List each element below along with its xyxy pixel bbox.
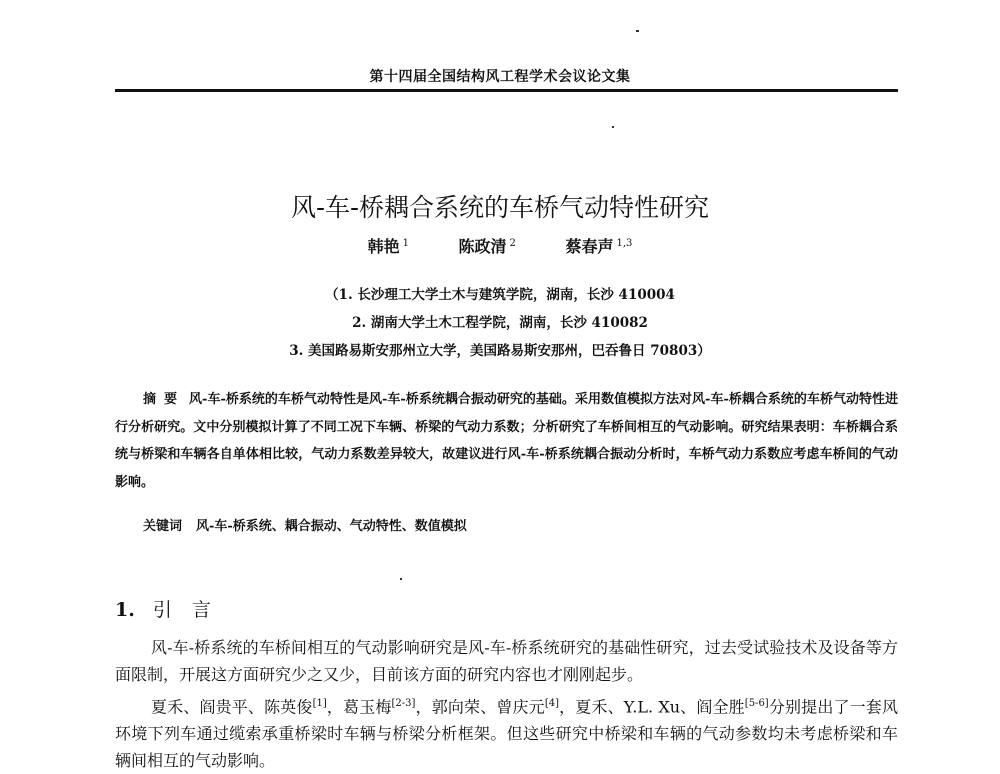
abstract	[115, 386, 898, 496]
paragraph-text: ，葛玉梅	[326, 697, 392, 717]
section-title: 引言	[152, 599, 231, 621]
body-paragraph: 风-车-桥系统的车桥间相互的气动影响研究是风-车-桥系统研究的基础性研究，过去受试验技术及设备等方面限制，开展这方面研究少之又少，目前该方面的研究内容也才刚刚起步。	[115, 638, 898, 684]
keywords-label: 关键词	[143, 519, 183, 534]
author-list	[0, 234, 1000, 257]
author-affiliation-mark: 1,3	[616, 237, 633, 249]
author	[459, 234, 516, 257]
scan-speck	[612, 126, 614, 128]
paragraph-text: ，夏禾、Y.L. Xu、阎全胜	[559, 697, 745, 717]
author-name: 蔡春声	[565, 237, 614, 256]
affiliation: 2. 湖南大学土木工程学院，湖南，长沙 410082	[352, 315, 648, 331]
author-name: 陈政清	[458, 237, 507, 256]
abstract-label: 摘要	[143, 392, 186, 407]
paragraph-text: ，郭向荣、曾庆元	[415, 697, 545, 717]
paragraph-text: 夏禾、阎贵平、陈英俊	[151, 697, 313, 717]
author-affiliation-mark: 2	[509, 237, 516, 249]
abstract-text: 风-车-桥系统的车桥气动特性是风-车-桥系统耦合振动研究的基础。采用数值模拟方法对风-车-桥耦合系统的车桥气动特性进行分析研究。文中分别模拟计算了不同工况下车辆、桥梁的气动力系数；分析研究了车桥间相互的气动影响。研究结果表明：车桥耦合系统与桥梁和车辆各自单体相比较，气动力系数差异较大，故建议进行风-车-桥系统耦合振动分析时，车桥气动力系数应考虑车桥间的气动影响。	[115, 392, 898, 490]
affiliation: （1. 长沙理工大学土木与建筑学院，湖南，长沙 410004	[325, 287, 675, 303]
author-name: 韩艳	[367, 237, 400, 256]
section-number: 1.	[115, 599, 135, 621]
citation: [1]	[312, 698, 327, 709]
paragraph-text: 分别提出了一套风环境下列车通过缆索承重桥梁时车辆与桥梁分析框架。但这些研究中桥梁和车辆的气动参数均未考虑桥梁和车辆间相互的气动影响。	[115, 697, 898, 771]
scan-speck	[400, 578, 402, 580]
author	[368, 234, 409, 257]
author-affiliation-mark: 1	[402, 237, 409, 249]
citation: [2-3]	[391, 698, 416, 709]
keywords-text: 风-车-桥系统、耦合振动、气动特性、数值模拟	[196, 519, 467, 534]
citation: [5-6]	[744, 698, 769, 709]
scan-speck	[636, 30, 639, 32]
section-heading	[115, 595, 231, 622]
paper-title: 风-车-桥耦合系统的车桥气动特性研究	[290, 193, 710, 222]
proceedings-header: 第十四届全国结构风工程学术会议论文集	[369, 69, 631, 85]
citation: [4]	[544, 698, 559, 709]
author	[566, 234, 633, 257]
affiliation: 3. 美国路易斯安那州立大学，美国路易斯安那州，巴吞鲁日 70803）	[289, 343, 711, 359]
body-paragraph	[115, 690, 898, 774]
keywords	[143, 515, 467, 534]
header-rule	[115, 89, 898, 92]
